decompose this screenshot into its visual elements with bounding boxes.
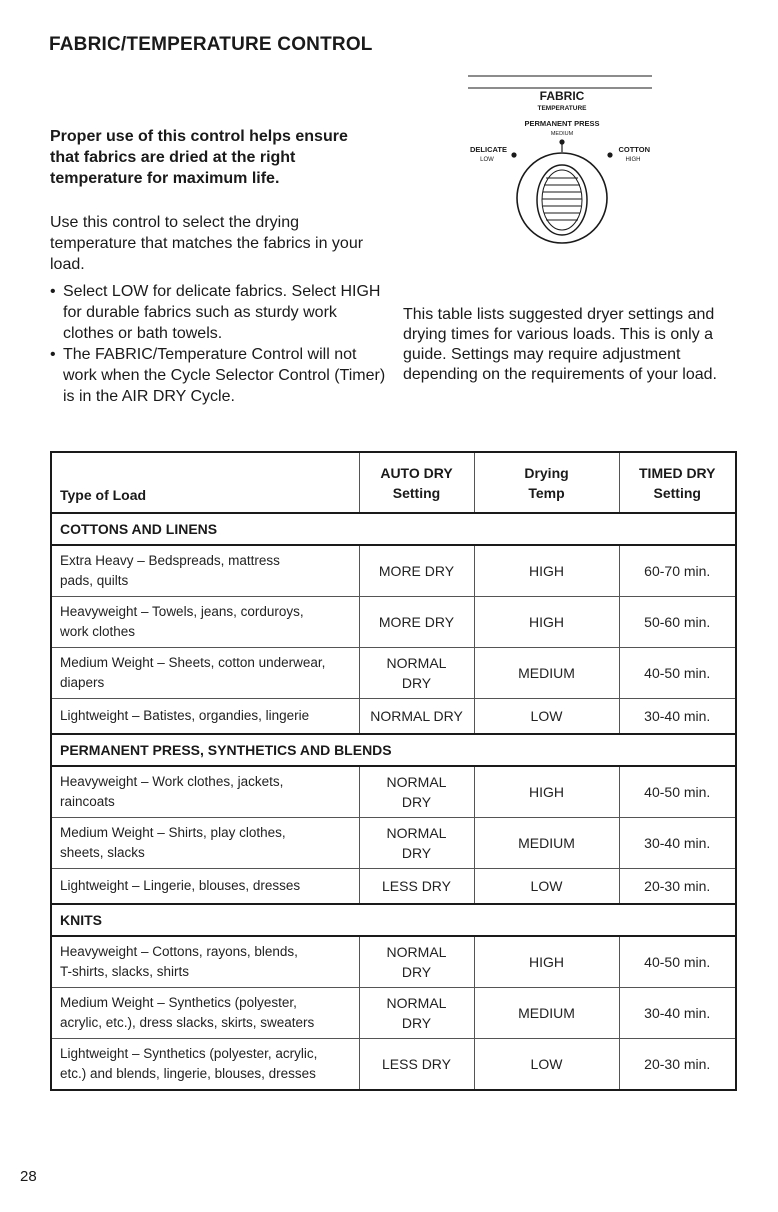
header-auto-dry-line2: Setting xyxy=(392,484,441,501)
load-type-line2: pads, quilts xyxy=(60,573,129,588)
header-type-of-load: Type of Load xyxy=(51,452,359,513)
section-title: KNITS xyxy=(51,904,736,936)
auto-dry-line1: NORMAL xyxy=(386,774,447,790)
table-header-row xyxy=(51,452,736,513)
load-type-cell xyxy=(51,818,359,869)
dial-right-sublabel: HIGH xyxy=(625,157,641,163)
section-row xyxy=(51,513,736,545)
header-timed-dry xyxy=(619,452,736,513)
load-type-line1: Medium Weight – Shirts, play clothes, xyxy=(60,825,286,840)
dial-left-label: DELICATE xyxy=(470,145,507,154)
load-type-line2: work clothes xyxy=(60,624,136,639)
timed-cell: 40-50 min. xyxy=(619,936,736,988)
auto-dry-line1: LESS DRY xyxy=(382,878,451,894)
drying-settings-table xyxy=(50,451,737,1091)
timed-cell: 20-30 min. xyxy=(619,1039,736,1091)
page-title: FABRIC/TEMPERATURE CONTROL xyxy=(49,34,373,55)
dial-top-label: PERMANENT PRESS xyxy=(524,119,600,128)
timed-cell: 50-60 min. xyxy=(619,597,736,648)
auto-dry-cell xyxy=(359,936,474,988)
section-title: COTTONS AND LINENS xyxy=(51,513,736,545)
load-type-line2: raincoats xyxy=(60,794,115,809)
temp-cell: HIGH xyxy=(474,766,619,818)
table-row xyxy=(51,936,736,988)
auto-dry-line1: NORMAL xyxy=(386,944,447,960)
temp-cell: LOW xyxy=(474,1039,619,1091)
intro-bold-text: Proper use of this control helps ensure that fabrics are dried at the right temperature for maximum life. xyxy=(50,128,348,187)
timed-cell: 30-40 min. xyxy=(619,988,736,1039)
intro-text: Use this control to select the drying temperature that matches the fabrics in your load. xyxy=(50,214,364,273)
table-intro-text: This table lists suggested dryer settings and drying times for various loads. This is only a guide. Settings may require adjustment depending on the requirements of your load. xyxy=(403,306,717,383)
load-type-cell xyxy=(51,869,359,905)
dial-top-sublabel: MEDIUM xyxy=(550,131,574,137)
dial-knob xyxy=(537,165,587,235)
table-row xyxy=(51,648,736,699)
table-row xyxy=(51,766,736,818)
auto-dry-cell xyxy=(359,1039,474,1091)
load-type-cell xyxy=(51,988,359,1039)
dial-title: FABRIC xyxy=(539,89,585,103)
section-row xyxy=(51,734,736,766)
dial-left-sublabel: LOW xyxy=(480,157,494,163)
timed-cell: 20-30 min. xyxy=(619,869,736,905)
bullet-glyph: • xyxy=(50,283,56,300)
temp-cell: LOW xyxy=(474,699,619,735)
auto-dry-line2: DRY xyxy=(401,794,432,810)
load-type-line1: Heavyweight – Cottons, rayons, blends, xyxy=(60,944,298,959)
instructions-list xyxy=(50,281,390,407)
load-type-line2: sheets, slacks xyxy=(60,845,145,860)
temp-cell: MEDIUM xyxy=(474,818,619,869)
auto-dry-line1: NORMAL xyxy=(386,995,447,1011)
load-type-cell xyxy=(51,936,359,988)
auto-dry-line2: DRY xyxy=(401,964,432,980)
dial-right-label: COTTON xyxy=(618,145,650,154)
auto-dry-line1: NORMAL xyxy=(386,655,447,671)
table-row xyxy=(51,818,736,869)
auto-dry-line1: LESS DRY xyxy=(382,1056,451,1072)
instruction-text: The FABRIC/Temperature Control will not work when the Cycle Selector Control (Timer) is in the AIR DRY Cycle. xyxy=(63,346,386,405)
table-row xyxy=(51,545,736,597)
header-temp-line2: Temp xyxy=(528,484,565,501)
temp-cell: MEDIUM xyxy=(474,988,619,1039)
load-type-line2: diapers xyxy=(60,675,105,690)
page-number: 28 xyxy=(20,1168,37,1185)
auto-dry-cell xyxy=(359,648,474,699)
load-type-line2: T-shirts, slacks, shirts xyxy=(60,964,190,979)
table-row xyxy=(51,597,736,648)
temp-cell: MEDIUM xyxy=(474,648,619,699)
load-type-cell xyxy=(51,699,359,735)
header-timed-line1: TIMED DRY xyxy=(639,464,716,481)
auto-dry-line2: DRY xyxy=(401,845,432,861)
header-drying-temp xyxy=(474,452,619,513)
dial-subtitle: TEMPERATURE xyxy=(537,105,587,112)
temp-cell: HIGH xyxy=(474,597,619,648)
instruction-item xyxy=(50,344,390,407)
temp-cell: HIGH xyxy=(474,936,619,988)
table-row xyxy=(51,1039,736,1091)
dial-high-dot xyxy=(607,152,612,157)
load-type-cell xyxy=(51,648,359,699)
auto-dry-cell xyxy=(359,597,474,648)
auto-dry-line2: DRY xyxy=(401,1015,432,1031)
auto-dry-line1: NORMAL xyxy=(386,825,447,841)
bullet-glyph: • xyxy=(50,346,56,363)
dial-low-dot xyxy=(511,152,516,157)
temp-cell: LOW xyxy=(474,869,619,905)
load-type-line1: Heavyweight – Work clothes, jackets, xyxy=(60,774,284,789)
load-type-line1: Lightweight – Lingerie, blouses, dresses xyxy=(60,878,301,893)
load-type-cell xyxy=(51,597,359,648)
table-row xyxy=(51,869,736,905)
auto-dry-cell xyxy=(359,766,474,818)
temp-cell: HIGH xyxy=(474,545,619,597)
auto-dry-line2: DRY xyxy=(401,675,432,691)
auto-dry-cell xyxy=(359,988,474,1039)
fabric-temperature-dial xyxy=(465,72,660,252)
timed-cell: 40-50 min. xyxy=(619,648,736,699)
timed-cell: 30-40 min. xyxy=(619,818,736,869)
header-timed-line2: Setting xyxy=(653,484,701,501)
section-title: PERMANENT PRESS, SYNTHETICS AND BLENDS xyxy=(51,734,736,766)
section-row xyxy=(51,904,736,936)
load-type-cell xyxy=(51,1039,359,1091)
table-row xyxy=(51,699,736,735)
instruction-text: Select LOW for delicate fabrics. Select HIGH for durable fabrics such as sturdy work clothes or bath towels. xyxy=(63,283,381,342)
table-row xyxy=(51,988,736,1039)
load-type-line1: Lightweight – Batistes, organdies, lingerie xyxy=(60,708,310,723)
auto-dry-cell xyxy=(359,699,474,735)
auto-dry-cell xyxy=(359,545,474,597)
load-type-line1: Medium Weight – Sheets, cotton underwear, xyxy=(60,655,326,670)
auto-dry-cell xyxy=(359,818,474,869)
timed-cell: 30-40 min. xyxy=(619,699,736,735)
auto-dry-line1: MORE DRY xyxy=(378,614,455,630)
header-auto-dry-line1: AUTO DRY xyxy=(380,464,453,481)
load-type-line2: etc.) and blends, lingerie, blouses, dresses xyxy=(60,1066,316,1081)
auto-dry-line1: NORMAL DRY xyxy=(370,708,463,724)
load-type-line2: acrylic, etc.), dress slacks, skirts, sweaters xyxy=(60,1015,315,1030)
load-type-line1: Extra Heavy – Bedspreads, mattress xyxy=(60,553,280,568)
load-type-line1: Lightweight – Synthetics (polyester, acrylic, xyxy=(60,1046,318,1061)
load-type-cell xyxy=(51,545,359,597)
timed-cell: 60-70 min. xyxy=(619,545,736,597)
header-auto-dry xyxy=(359,452,474,513)
load-type-cell xyxy=(51,766,359,818)
auto-dry-line1: MORE DRY xyxy=(378,563,455,579)
header-temp-line1: Drying xyxy=(524,464,569,481)
timed-cell: 40-50 min. xyxy=(619,766,736,818)
load-type-line1: Heavyweight – Towels, jeans, corduroys, xyxy=(60,604,304,619)
auto-dry-cell xyxy=(359,869,474,905)
load-type-line1: Medium Weight – Synthetics (polyester, xyxy=(60,995,297,1010)
instruction-item xyxy=(50,281,390,344)
